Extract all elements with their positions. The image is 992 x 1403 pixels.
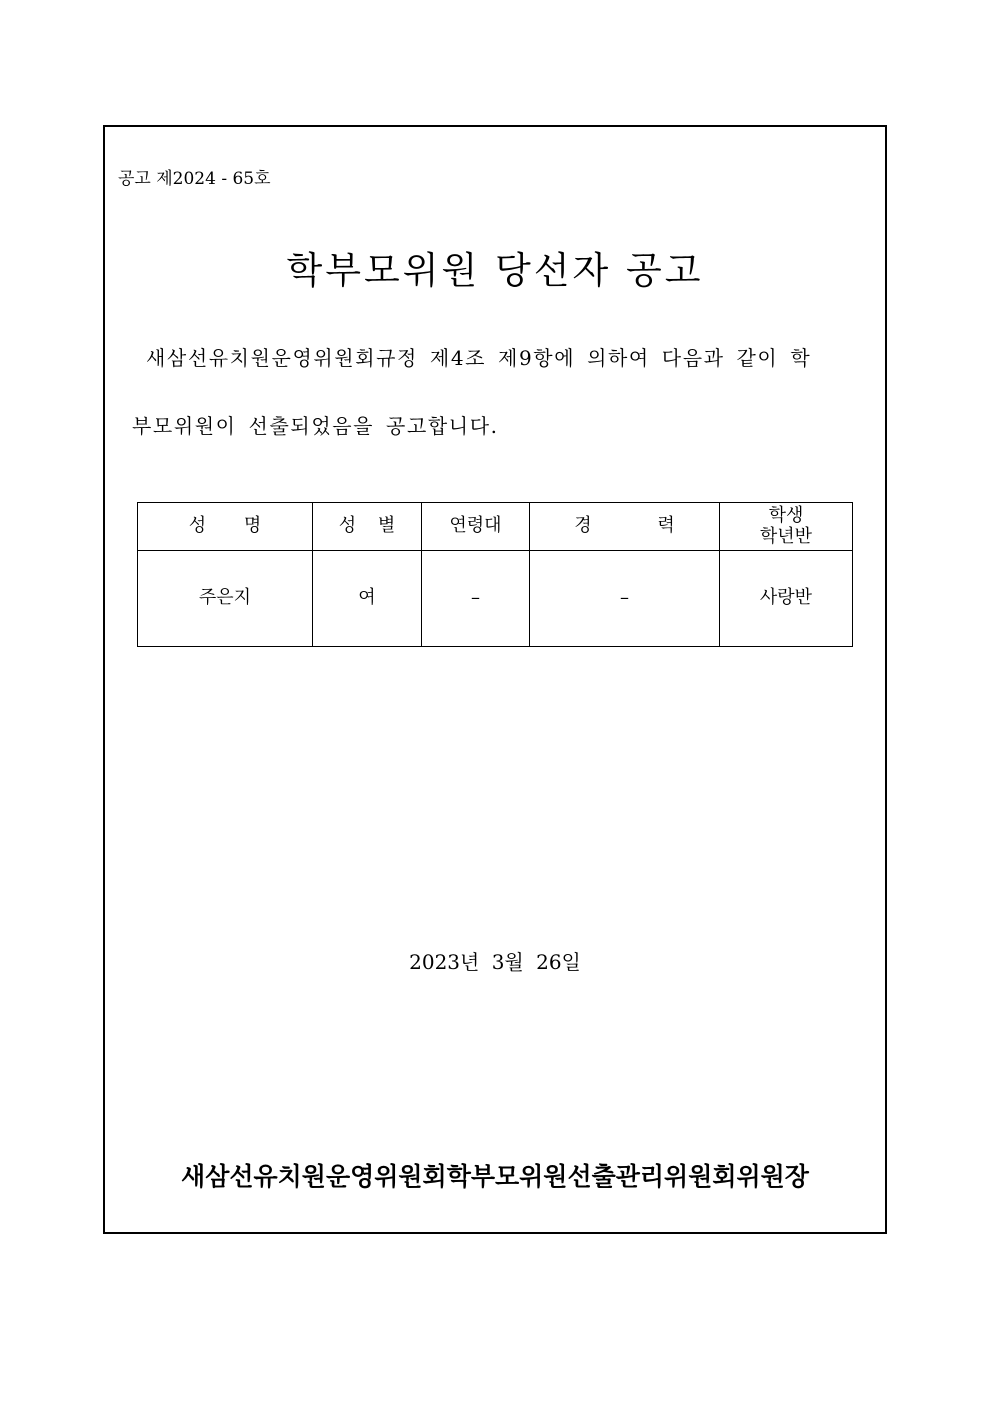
elected-member-table [137, 502, 853, 647]
table-header-row [138, 503, 853, 551]
cell-age-group: – [422, 551, 530, 647]
header-name-label: 성 명 [188, 515, 278, 537]
table-row [138, 551, 853, 647]
notice-body-line-2: 부모위원이 선출되었음을 공고합니다. [132, 414, 499, 438]
header-name [138, 503, 313, 551]
header-gender-label: 성 별 [338, 515, 404, 537]
cell-student-class: 사랑반 [720, 551, 853, 647]
notice-title: 학부모위원 당선자 공고 [286, 249, 704, 292]
notice-frame [103, 125, 887, 1234]
cell-name: 주은지 [138, 551, 313, 647]
notice-date: 2023년 3월 26일 [409, 950, 581, 974]
cell-career: – [530, 551, 720, 647]
header-age-group [422, 503, 530, 551]
header-student-class [720, 503, 853, 551]
cell-gender: 여 [313, 551, 422, 647]
signature-line: 새삼선유치원운영위원회학부모위원선출관리위원회위원장 [181, 1162, 809, 1191]
header-student-line-2: 학년반 [759, 525, 813, 547]
header-student-line-1: 학생 [768, 504, 804, 526]
header-gender [313, 503, 422, 551]
header-career [530, 503, 720, 551]
header-age-group-label: 연령대 [449, 515, 502, 537]
notice-number: 공고 제2024 - 65호 [118, 169, 271, 189]
header-career-label: 경 력 [574, 515, 705, 537]
notice-body-line-1: 새삼선유치원운영위원회규정 제4조 제9항에 의하여 다음과 같이 학 [146, 346, 812, 370]
